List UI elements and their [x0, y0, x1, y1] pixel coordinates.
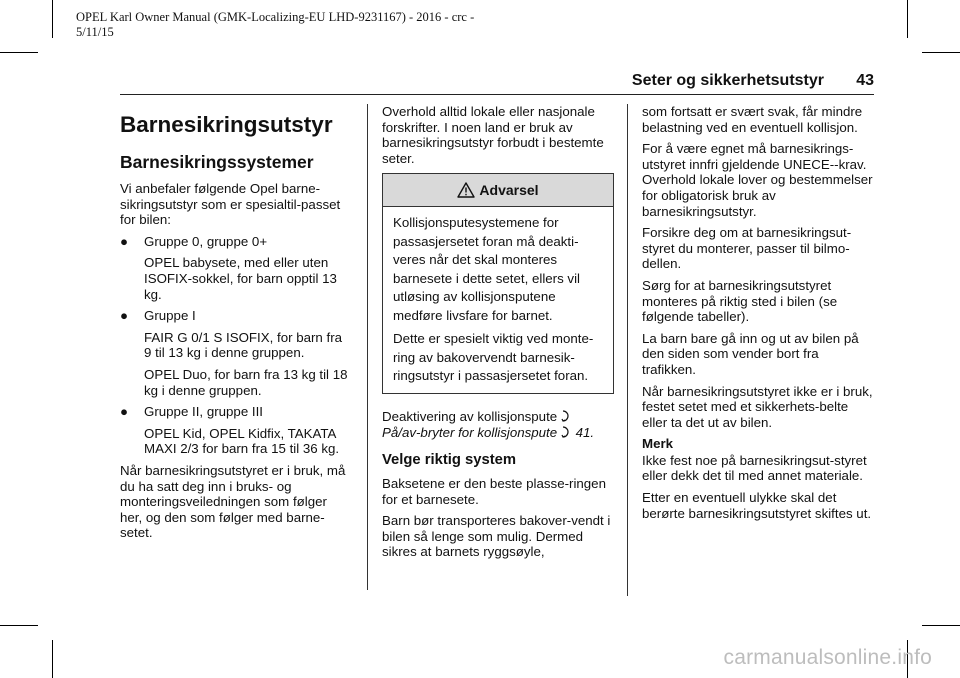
- body-paragraph: Overhold alltid lokale eller nasjonale forskrifter. I noen land er bruk av barnesikringsutstyr forbudt i bestemte seter.: [382, 104, 604, 166]
- group-detail: OPEL Kid, OPEL Kidfix, TAKATA MAXI 2/3 for barn fra 15 til 36 kg.: [144, 425, 340, 457]
- warning-body: [383, 207, 613, 393]
- group-title: Gruppe 0, gruppe 0+: [144, 233, 268, 249]
- reference-text: På/av-bryter for kollisjonspute: [382, 425, 558, 441]
- bullet-icon: ●: [120, 233, 129, 249]
- list-item: [120, 404, 352, 420]
- group-detail: OPEL Duo, for barn fra 13 kg til 18 kg i denne gruppen.: [144, 366, 348, 398]
- page-reference-icon: [561, 426, 572, 438]
- running-header: [120, 70, 874, 95]
- warning-paragraph: Dette er spesielt viktig ved monte-ring av bakovervendt barnesik-ringsutstyr i passasjersetet foran.: [393, 331, 594, 384]
- body-paragraph: Forsikre deg om at barnesikringsut-styret du monterer, passer til bilmo-dellen.: [642, 225, 852, 272]
- list-item: [120, 234, 352, 250]
- chapter-heading: Barnesikringsutstyr: [120, 112, 333, 137]
- print-metadata: [76, 10, 536, 40]
- cross-reference[interactable]: På/av-bryter for kollisjonspute 41.: [382, 425, 595, 441]
- metadata-line: OPEL Karl Owner Manual (GMK-Localizing-EU LHD-9231167) - 2016 - crc -: [76, 10, 475, 24]
- body-paragraph: La barn bare gå inn og ut av bilen på den siden som vender bort fra trafikken.: [642, 330, 859, 377]
- watermark: carmanualsonline.info: [723, 646, 932, 669]
- warning-paragraph: Kollisjonsputesystemene for passasjersetet foran må deakti-veres når det skal monteres barnesete i dette setet, ellers vil utløsing av kollisjonsputene medføre livsfare for barnet.: [393, 215, 580, 323]
- page-reference-icon: [561, 410, 572, 422]
- column-1: [120, 104, 352, 547]
- warning-title: Advarsel: [479, 181, 539, 198]
- body-paragraph: som fortsatt er svært svak, får mindre belastning ved en eventuell kollisjon.: [642, 104, 863, 135]
- crop-mark: [52, 0, 53, 38]
- group-detail: OPEL babysete, med eller uten ISOFIX-sokkel, for barn opptil 13 kg.: [144, 255, 337, 302]
- body-paragraph: Baksetene er den beste plasse-ringen for et barnesete.: [382, 476, 606, 507]
- group-detail: FAIR G 0/1 S ISOFIX, for barn fra 9 til 13 kg i denne gruppen.: [144, 329, 343, 361]
- reference-page: 41: [575, 425, 591, 441]
- note-label: Merk: [642, 436, 674, 452]
- warning-triangle-icon: [457, 182, 475, 198]
- group-title: Gruppe I: [144, 308, 196, 324]
- body-paragraph: For å være egnet må barnesikrings-utstyret innfri gjeldende UNECE--krav. Overhold lokale lover og bestemmelser for obligatorisk bruk av barnesikringsutstyr.: [642, 141, 873, 219]
- crop-mark: [0, 625, 38, 626]
- column-divider: [627, 104, 628, 596]
- bullet-icon: ●: [120, 404, 129, 420]
- list-item: [120, 308, 352, 324]
- body-paragraph: Når barnesikringsutstyret ikke er i bruk, festet setet med et sikkerhets-belte eller ta det ut av bilen.: [642, 383, 873, 430]
- crop-mark: [52, 640, 53, 678]
- group-title: Gruppe II, gruppe III: [144, 404, 264, 420]
- crop-mark: [907, 0, 908, 38]
- column-3: [642, 104, 874, 527]
- page-number: 43: [856, 72, 874, 89]
- body-paragraph: Etter en eventuell ulykke skal det berørte barnesikringsutstyret skiftes ut.: [642, 490, 872, 521]
- warning-header: [383, 174, 613, 207]
- bullet-icon: ●: [120, 308, 129, 324]
- column-divider: [367, 104, 368, 590]
- crop-mark: [0, 52, 38, 53]
- subsection-heading: Velge riktig system: [382, 452, 517, 469]
- reference-text: Deaktivering av kollisjonspute: [382, 408, 558, 424]
- body-paragraph: Barn bør transporteres bakover-vendt i bilen så lenge som mulig. Dermed sikres at barnets ryggsøyle,: [382, 513, 611, 560]
- outro-paragraph: Når barnesikringsutstyret er i bruk, må du ha satt deg inn i bruks- og monteringsveiledningen som følger her, og den som følger med barne-setet.: [120, 462, 346, 541]
- section-heading: Barnesikringssystemer: [120, 152, 314, 172]
- body-paragraph: Sørg for at barnesikringsutstyret monteres på riktig sted i bilen (se følgende tabeller).: [642, 277, 838, 325]
- intro-paragraph: Vi anbefaler følgende Opel barne-sikringsutstyr som er spesialtil-passet for bilen:: [120, 181, 341, 228]
- section-title: Seter og sikkerhetsutstyr: [631, 72, 824, 89]
- crop-mark: [922, 625, 960, 626]
- metadata-date: 5/11/15: [76, 25, 114, 39]
- warning-box: [382, 173, 614, 394]
- cross-reference[interactable]: [382, 409, 614, 425]
- column-2: [382, 104, 614, 566]
- note-text: Ikke fest noe på barnesikringsut-styret eller dekk det til med annet materiale.: [642, 452, 867, 484]
- crop-mark: [922, 52, 960, 53]
